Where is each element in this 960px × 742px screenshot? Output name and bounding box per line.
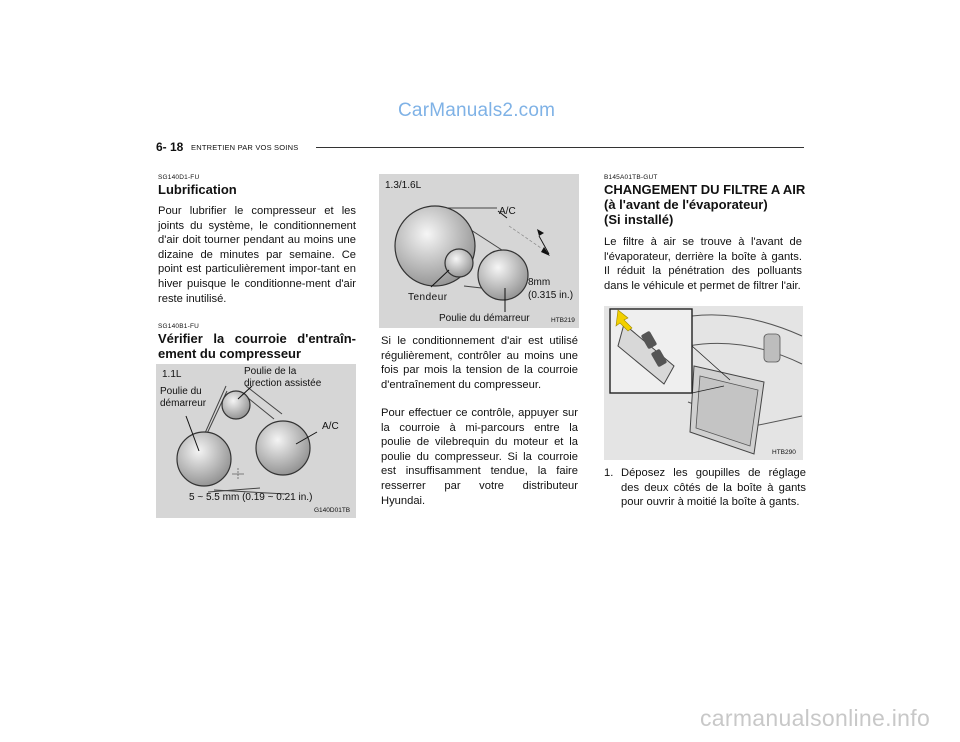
label-poulie-direction-line2: direction assistée bbox=[244, 378, 322, 389]
paragraph-conditionnement: Si le conditionnement d'air est utilisé régulièrement, contrôler au moins une fois par mois la tension de la courroie d'entraînement du compresseur. bbox=[381, 335, 578, 391]
belt-diagram-1-3-1-6l bbox=[379, 174, 579, 328]
figure-code-htb219: HTB219 bbox=[551, 317, 575, 324]
page-number: 6- 18 bbox=[156, 140, 184, 154]
paragraph-controle-tension: Pour effectuer ce contrôle, appuyer sur la courroie à mi-parcours entre la poulie de vilebrequin du moteur et la poulie du compresseur. Si la courroie est insuffisamment tendue, la faire resserrer par votre distributeur Hyundai. bbox=[381, 407, 578, 507]
label-poulie-direction-line1: Poulie de la bbox=[244, 366, 297, 377]
label-poulie-du-demarreur: Poulie du démarreur bbox=[439, 313, 530, 324]
step-1 bbox=[604, 466, 804, 526]
label-engine-1-3-1-6l: 1.3/1.6L bbox=[385, 180, 422, 191]
heading-courroie-line1: Vérifier la courroie d'entraîn- bbox=[158, 331, 356, 346]
belt-drawing-2 bbox=[379, 174, 579, 328]
section-code-courroie: SG140B1-FU bbox=[158, 323, 200, 330]
watermark-bottom[interactable]: carmanualsonline.info bbox=[700, 705, 931, 731]
label-engine-1-1l: 1.1L bbox=[162, 369, 182, 380]
heading-filtre-line3: (Si installé) bbox=[604, 212, 674, 227]
heading-courroie-line2: ement du compresseur bbox=[158, 346, 302, 361]
heading-filtre-line1: CHANGEMENT DU FILTRE A AIR bbox=[604, 182, 806, 197]
paragraph-filtre: Le filtre à air se trouve à l'avant de l'évaporateur, derrière la boîte à gants. Il réduit la pénétration des polluants dans le véhicule et permet de filtrer l'air. bbox=[604, 236, 802, 292]
label-poulie-demarreur-line1: Poulie du bbox=[160, 386, 202, 397]
heading-filtre-line2: (à l'avant de l'évaporateur) bbox=[604, 197, 768, 212]
label-tendeur: Tendeur bbox=[408, 292, 448, 303]
glovebox-drawing bbox=[604, 306, 803, 460]
watermark-top[interactable]: CarManuals2.com bbox=[398, 100, 556, 121]
glovebox-illustration bbox=[604, 306, 803, 460]
heading-lubrification: Lubrification bbox=[158, 182, 237, 197]
label-poulie-demarreur-line2: démarreur bbox=[160, 398, 207, 409]
paragraph-lubrification: Pour lubrifier le compresseur et les joints du système, le conditionnement d'air doit tourner pendant au moins une dizaine de minutes par semaine. Ce point est particulièrement impor-tant en hiver puisque le conditionne-ment d'air reste inutilisé. bbox=[158, 205, 356, 305]
belt-diagram-1-1l bbox=[156, 364, 356, 518]
label-tension-spec: 5 ~ 5.5 mm (0.19 ~ 0.21 in.) bbox=[189, 492, 313, 503]
figure-code-g140d01tb: G140D01TB bbox=[314, 507, 351, 514]
section-code-filtre: B145A01TB-GUT bbox=[604, 174, 658, 181]
label-ac-1-3-1-6l: A/C bbox=[499, 206, 516, 217]
label-deflection-line2: (0.315 in.) bbox=[528, 290, 574, 301]
header-title: ENTRETIEN PAR VOS SOINS bbox=[191, 143, 299, 152]
figure-code-htb290: HTB290 bbox=[772, 449, 796, 456]
label-deflection-line1: 8mm bbox=[528, 277, 551, 288]
section-code-lubrification: SG140D1-FU bbox=[158, 174, 200, 181]
step-text: Déposez les goupilles de réglage des deux côtés de la boîte à gants pour ouvrir à moitié la boîte à gants. bbox=[621, 467, 806, 509]
step-number: 1. bbox=[604, 467, 614, 479]
header-rule bbox=[316, 147, 804, 148]
label-ac-1-1l: A/C bbox=[322, 421, 339, 432]
